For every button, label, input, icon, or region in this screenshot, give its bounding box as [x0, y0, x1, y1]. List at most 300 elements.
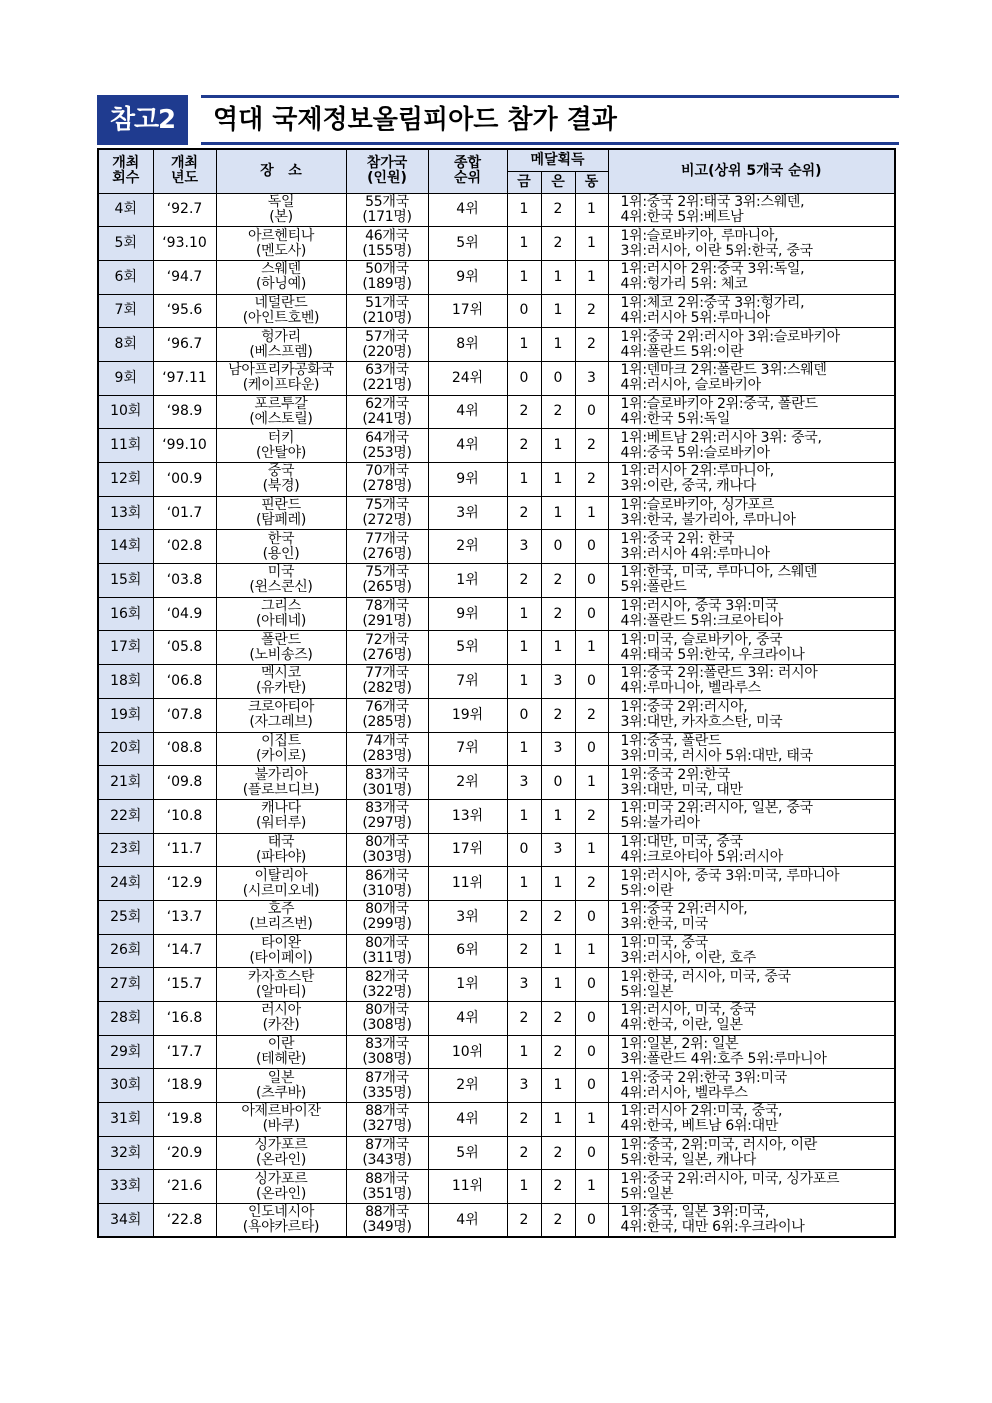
year-cell: ‘17.7	[153, 1035, 216, 1069]
col-participants: 참가국 (인원)	[346, 149, 428, 193]
silver-cell: 3	[541, 833, 575, 867]
bronze-cell: 0	[575, 900, 608, 934]
gold-cell: 2	[507, 564, 541, 598]
bronze-cell: 0	[575, 1035, 608, 1069]
gold-cell: 2	[507, 429, 541, 463]
col-round: 개최 회수	[98, 149, 153, 193]
round-cell: 7회	[98, 294, 153, 328]
participants-cell: 76개국 (285명)	[346, 698, 428, 732]
round-cell: 4회	[98, 193, 153, 227]
place-cell: 독일 (본)	[216, 193, 346, 227]
place-cell: 스웨덴 (하닝예)	[216, 260, 346, 294]
bronze-cell: 1	[575, 631, 608, 665]
gold-cell: 2	[507, 1002, 541, 1036]
table-row	[98, 1035, 895, 1069]
round-cell: 5회	[98, 227, 153, 261]
rank-cell: 9위	[428, 597, 507, 631]
participants-cell: 63개국 (221명)	[346, 361, 428, 395]
gold-cell: 2	[507, 1136, 541, 1170]
silver-cell: 2	[541, 1170, 575, 1204]
table-row	[98, 968, 895, 1002]
col-year: 개최 년도	[153, 149, 216, 193]
place-cell: 미국 (윈스콘신)	[216, 564, 346, 598]
year-cell: ‘97.11	[153, 361, 216, 395]
note-cell: 1위:중국 2위:태국 3위:스웨덴, 4위:한국 5위:베트남	[608, 193, 895, 227]
rank-cell: 10위	[428, 1035, 507, 1069]
place-cell: 일본 (츠쿠바)	[216, 1069, 346, 1103]
rank-cell: 7위	[428, 732, 507, 766]
note-cell: 1위:중국 2위:폴란드 3위: 러시아 4위:루마니아, 벨라루스	[608, 665, 895, 699]
round-cell: 24회	[98, 867, 153, 901]
participants-cell: 70개국 (278명)	[346, 463, 428, 497]
participants-cell: 64개국 (253명)	[346, 429, 428, 463]
round-cell: 6회	[98, 260, 153, 294]
round-cell: 13회	[98, 496, 153, 530]
note-cell: 1위:미국 2위:러시아, 일본, 중국 5위:불가리아	[608, 799, 895, 833]
round-cell: 33회	[98, 1170, 153, 1204]
gold-cell: 1	[507, 1035, 541, 1069]
bronze-cell: 1	[575, 227, 608, 261]
bronze-cell: 1	[575, 934, 608, 968]
round-cell: 14회	[98, 530, 153, 564]
bronze-cell: 0	[575, 732, 608, 766]
note-cell: 1위:덴마크 2위:폴란드 3위:스웨덴 4위:러시아, 슬로바키아	[608, 361, 895, 395]
table-row	[98, 496, 895, 530]
rank-cell: 9위	[428, 260, 507, 294]
gold-cell: 3	[507, 530, 541, 564]
year-cell: ‘21.6	[153, 1170, 216, 1204]
round-cell: 34회	[98, 1204, 153, 1238]
silver-cell: 2	[541, 395, 575, 429]
table-row	[98, 429, 895, 463]
table-row	[98, 1170, 895, 1204]
round-cell: 18회	[98, 665, 153, 699]
bronze-cell: 1	[575, 260, 608, 294]
gold-cell: 1	[507, 260, 541, 294]
silver-cell: 1	[541, 631, 575, 665]
round-cell: 28회	[98, 1002, 153, 1036]
participants-cell: 77개국 (282명)	[346, 665, 428, 699]
gold-cell: 1	[507, 227, 541, 261]
year-cell: ‘96.7	[153, 328, 216, 362]
table-row	[98, 766, 895, 800]
participants-cell: 82개국 (322명)	[346, 968, 428, 1002]
rank-cell: 17위	[428, 294, 507, 328]
table-row	[98, 193, 895, 227]
round-cell: 11회	[98, 429, 153, 463]
participants-cell: 86개국 (310명)	[346, 867, 428, 901]
table-row	[98, 395, 895, 429]
bronze-cell: 0	[575, 1204, 608, 1238]
rank-cell: 1위	[428, 564, 507, 598]
note-cell: 1위:미국, 슬로바키아, 중국 4위:태국 5위:한국, 우크라이나	[608, 631, 895, 665]
bronze-cell: 2	[575, 463, 608, 497]
note-cell: 1위:미국, 중국 3위:러시아, 이란, 호주	[608, 934, 895, 968]
bronze-cell: 0	[575, 1002, 608, 1036]
col-rank: 종합 순위	[428, 149, 507, 193]
gold-cell: 2	[507, 934, 541, 968]
year-cell: ‘98.9	[153, 395, 216, 429]
rank-cell: 5위	[428, 1136, 507, 1170]
bronze-cell: 2	[575, 294, 608, 328]
place-cell: 타이완 (타이페이)	[216, 934, 346, 968]
note-cell: 1위:슬로바키아, 싱가포르 3위:한국, 불가리아, 루마니아	[608, 496, 895, 530]
bronze-cell: 2	[575, 799, 608, 833]
place-cell: 싱가포르 (온라인)	[216, 1170, 346, 1204]
gold-cell: 1	[507, 631, 541, 665]
table-header	[98, 149, 895, 193]
silver-cell: 1	[541, 1103, 575, 1137]
note-cell: 1위:중국 2위:러시아, 3위:한국, 미국	[608, 900, 895, 934]
participants-cell: 46개국 (155명)	[346, 227, 428, 261]
place-cell: 네덜란드 (아인트호벤)	[216, 294, 346, 328]
table-row	[98, 665, 895, 699]
participants-cell: 74개국 (283명)	[346, 732, 428, 766]
table-row	[98, 799, 895, 833]
bronze-cell: 1	[575, 1170, 608, 1204]
silver-cell: 2	[541, 1136, 575, 1170]
rank-cell: 3위	[428, 900, 507, 934]
year-cell: ‘95.6	[153, 294, 216, 328]
place-cell: 인도네시아 (욕야카르타)	[216, 1204, 346, 1238]
rank-cell: 2위	[428, 1069, 507, 1103]
round-cell: 10회	[98, 395, 153, 429]
participants-cell: 75개국 (265명)	[346, 564, 428, 598]
note-cell: 1위:슬로바키아 2위:중국, 폴란드 4위:한국 5위:독일	[608, 395, 895, 429]
rank-cell: 5위	[428, 227, 507, 261]
place-cell: 아르헨티나 (멘도사)	[216, 227, 346, 261]
bronze-cell: 0	[575, 1136, 608, 1170]
participants-cell: 87개국 (335명)	[346, 1069, 428, 1103]
note-cell: 1위:중국 2위:한국 3위:대만, 미국, 대만	[608, 766, 895, 800]
note-cell: 1위:슬로바키아, 루마니아, 3위:러시아, 이란 5위:한국, 중국	[608, 227, 895, 261]
silver-cell: 2	[541, 1204, 575, 1238]
participants-cell: 62개국 (241명)	[346, 395, 428, 429]
col-gold: 금	[507, 171, 541, 193]
table-row	[98, 631, 895, 665]
place-cell: 폴란드 (노비송즈)	[216, 631, 346, 665]
rank-cell: 4위	[428, 1103, 507, 1137]
year-cell: ‘92.7	[153, 193, 216, 227]
place-cell: 호주 (브리즈번)	[216, 900, 346, 934]
results-table	[97, 148, 896, 1238]
gold-cell: 1	[507, 597, 541, 631]
place-cell: 불가리아 (플로브디브)	[216, 766, 346, 800]
bronze-cell: 0	[575, 395, 608, 429]
gold-cell: 1	[507, 867, 541, 901]
round-cell: 22회	[98, 799, 153, 833]
col-note: 비고(상위 5개국 순위)	[608, 149, 895, 193]
bronze-cell: 3	[575, 361, 608, 395]
year-cell: ‘09.8	[153, 766, 216, 800]
note-cell: 1위:러시아 2위:루마니아, 3위:이란, 중국, 캐나다	[608, 463, 895, 497]
participants-cell: 57개국 (220명)	[346, 328, 428, 362]
year-cell: ‘10.8	[153, 799, 216, 833]
year-cell: ‘00.9	[153, 463, 216, 497]
note-cell: 1위:중국 2위:러시아, 3위:대만, 카자흐스탄, 미국	[608, 698, 895, 732]
gold-cell: 2	[507, 1204, 541, 1238]
rank-cell: 4위	[428, 1002, 507, 1036]
bronze-cell: 0	[575, 530, 608, 564]
round-cell: 27회	[98, 968, 153, 1002]
bronze-cell: 1	[575, 766, 608, 800]
silver-cell: 2	[541, 564, 575, 598]
silver-cell: 1	[541, 1069, 575, 1103]
gold-cell: 0	[507, 294, 541, 328]
rank-cell: 6위	[428, 934, 507, 968]
year-cell: ‘20.9	[153, 1136, 216, 1170]
gold-cell: 2	[507, 900, 541, 934]
gold-cell: 3	[507, 1069, 541, 1103]
bronze-cell: 0	[575, 597, 608, 631]
col-place: 장 소	[216, 149, 346, 193]
participants-cell: 72개국 (276명)	[346, 631, 428, 665]
participants-cell: 50개국 (189명)	[346, 260, 428, 294]
bronze-cell: 0	[575, 564, 608, 598]
silver-cell: 2	[541, 698, 575, 732]
year-cell: ‘01.7	[153, 496, 216, 530]
silver-cell: 1	[541, 496, 575, 530]
participants-cell: 77개국 (276명)	[346, 530, 428, 564]
note-cell: 1위:일본, 2위: 일본 3위:폴란드 4위:호주 5위:루마니아	[608, 1035, 895, 1069]
title-bar	[201, 95, 899, 145]
bronze-cell: 2	[575, 328, 608, 362]
participants-cell: 87개국 (343명)	[346, 1136, 428, 1170]
note-cell: 1위:러시아 2위:미국, 중국, 4위:한국, 베트남 6위:대만	[608, 1103, 895, 1137]
silver-cell: 3	[541, 732, 575, 766]
year-cell: ‘13.7	[153, 900, 216, 934]
participants-cell: 88개국 (349명)	[346, 1204, 428, 1238]
rank-cell: 1위	[428, 968, 507, 1002]
rank-cell: 13위	[428, 799, 507, 833]
participants-cell: 83개국 (297명)	[346, 799, 428, 833]
gold-cell: 2	[507, 1103, 541, 1137]
place-cell: 싱가포르 (온라인)	[216, 1136, 346, 1170]
bronze-cell: 0	[575, 1069, 608, 1103]
year-cell: ‘19.8	[153, 1103, 216, 1137]
table-row	[98, 698, 895, 732]
place-cell: 크로아티아 (자그레브)	[216, 698, 346, 732]
table-row	[98, 227, 895, 261]
year-cell: ‘12.9	[153, 867, 216, 901]
year-cell: ‘04.9	[153, 597, 216, 631]
year-cell: ‘99.10	[153, 429, 216, 463]
round-cell: 19회	[98, 698, 153, 732]
note-cell: 1위:중국, 일본 3위:미국, 4위:한국, 대만 6위:우크라이나	[608, 1204, 895, 1238]
silver-cell: 1	[541, 934, 575, 968]
gold-cell: 0	[507, 361, 541, 395]
note-cell: 1위:러시아, 중국 3위:미국 4위:폴란드 5위:크로아티아	[608, 597, 895, 631]
round-cell: 9회	[98, 361, 153, 395]
round-cell: 8회	[98, 328, 153, 362]
bronze-cell: 1	[575, 496, 608, 530]
place-cell: 헝가리 (베스프렘)	[216, 328, 346, 362]
round-cell: 12회	[98, 463, 153, 497]
rank-cell: 2위	[428, 766, 507, 800]
gold-cell: 1	[507, 328, 541, 362]
note-cell: 1위:중국, 2위:미국, 러시아, 이란 5위:한국, 일본, 캐나다	[608, 1136, 895, 1170]
rank-cell: 8위	[428, 328, 507, 362]
table-body	[98, 193, 895, 1237]
year-cell: ‘08.8	[153, 732, 216, 766]
place-cell: 중국 (북경)	[216, 463, 346, 497]
participants-cell: 80개국 (308명)	[346, 1002, 428, 1036]
rank-cell: 24위	[428, 361, 507, 395]
silver-cell: 1	[541, 429, 575, 463]
place-cell: 그리스 (아테네)	[216, 597, 346, 631]
year-cell: ‘03.8	[153, 564, 216, 598]
round-cell: 23회	[98, 833, 153, 867]
bronze-cell: 0	[575, 665, 608, 699]
year-cell: ‘02.8	[153, 530, 216, 564]
table-row	[98, 732, 895, 766]
note-cell: 1위:대만, 미국, 중국 4위:크로아티아 5위:러시아	[608, 833, 895, 867]
reference-badge: 참고2	[97, 95, 188, 145]
gold-cell: 1	[507, 799, 541, 833]
round-cell: 17회	[98, 631, 153, 665]
rank-cell: 4위	[428, 193, 507, 227]
place-cell: 이집트 (카이로)	[216, 732, 346, 766]
bronze-cell: 0	[575, 968, 608, 1002]
year-cell: ‘94.7	[153, 260, 216, 294]
participants-cell: 51개국 (210명)	[346, 294, 428, 328]
year-cell: ‘05.8	[153, 631, 216, 665]
participants-cell: 83개국 (301명)	[346, 766, 428, 800]
table-row	[98, 934, 895, 968]
rank-cell: 19위	[428, 698, 507, 732]
year-cell: ‘15.7	[153, 968, 216, 1002]
bronze-cell: 1	[575, 833, 608, 867]
table-row	[98, 597, 895, 631]
place-cell: 한국 (용인)	[216, 530, 346, 564]
silver-cell: 1	[541, 294, 575, 328]
table-row	[98, 463, 895, 497]
silver-cell: 1	[541, 799, 575, 833]
note-cell: 1위:체코 2위:중국 3위:헝가리, 4위:러시아 5위:루마니아	[608, 294, 895, 328]
participants-cell: 78개국 (291명)	[346, 597, 428, 631]
page-title: 역대 국제정보올림피아드 참가 결과	[213, 105, 617, 135]
silver-cell: 1	[541, 328, 575, 362]
table-row	[98, 260, 895, 294]
table-row	[98, 294, 895, 328]
place-cell: 아제르바이잔 (바쿠)	[216, 1103, 346, 1137]
rank-cell: 9위	[428, 463, 507, 497]
participants-cell: 75개국 (272명)	[346, 496, 428, 530]
year-cell: ‘16.8	[153, 1002, 216, 1036]
note-cell: 1위:러시아, 미국, 중국 4위:한국, 이란, 일본	[608, 1002, 895, 1036]
year-cell: ‘22.8	[153, 1204, 216, 1238]
rank-cell: 5위	[428, 631, 507, 665]
year-cell: ‘11.7	[153, 833, 216, 867]
rank-cell: 17위	[428, 833, 507, 867]
round-cell: 26회	[98, 934, 153, 968]
place-cell: 멕시코 (유카탄)	[216, 665, 346, 699]
note-cell: 1위:러시아 2위:중국 3위:독일, 4위:헝가리 5위: 체코	[608, 260, 895, 294]
rank-cell: 2위	[428, 530, 507, 564]
participants-cell: 83개국 (308명)	[346, 1035, 428, 1069]
silver-cell: 2	[541, 900, 575, 934]
gold-cell: 0	[507, 698, 541, 732]
table-row	[98, 328, 895, 362]
place-cell: 태국 (파타야)	[216, 833, 346, 867]
round-cell: 25회	[98, 900, 153, 934]
note-cell: 1위:베트남 2위:러시아 3위: 중국, 4위:중국 5위:슬로바키아	[608, 429, 895, 463]
round-cell: 30회	[98, 1069, 153, 1103]
note-cell: 1위:중국 2위:러시아 3위:슬로바키아 4위:폴란드 5위:이란	[608, 328, 895, 362]
bronze-cell: 2	[575, 698, 608, 732]
participants-cell: 80개국 (311명)	[346, 934, 428, 968]
rank-cell: 7위	[428, 665, 507, 699]
participants-cell: 80개국 (299명)	[346, 900, 428, 934]
bronze-cell: 2	[575, 867, 608, 901]
silver-cell: 1	[541, 867, 575, 901]
place-cell: 이란 (테헤란)	[216, 1035, 346, 1069]
note-cell: 1위:한국, 미국, 루마니아, 스웨덴 5위:폴란드	[608, 564, 895, 598]
silver-cell: 1	[541, 463, 575, 497]
round-cell: 16회	[98, 597, 153, 631]
round-cell: 29회	[98, 1035, 153, 1069]
silver-cell: 2	[541, 193, 575, 227]
gold-cell: 1	[507, 193, 541, 227]
table-row	[98, 1204, 895, 1238]
rank-cell: 3위	[428, 496, 507, 530]
round-cell: 15회	[98, 564, 153, 598]
page-header	[97, 95, 899, 145]
place-cell: 터키 (안탈야)	[216, 429, 346, 463]
year-cell: ‘18.9	[153, 1069, 216, 1103]
bronze-cell: 1	[575, 1103, 608, 1137]
gold-cell: 1	[507, 463, 541, 497]
table-row	[98, 564, 895, 598]
place-cell: 핀란드 (탐페레)	[216, 496, 346, 530]
note-cell: 1위:한국, 러시아, 미국, 중국 5위:일본	[608, 968, 895, 1002]
gold-cell: 0	[507, 833, 541, 867]
table-row	[98, 1002, 895, 1036]
note-cell: 1위:중국 2위:러시아, 미국, 싱가포르 5위:일본	[608, 1170, 895, 1204]
table-row	[98, 530, 895, 564]
participants-cell: 88개국 (351명)	[346, 1170, 428, 1204]
table-row	[98, 361, 895, 395]
table-row	[98, 900, 895, 934]
col-silver: 은	[541, 171, 575, 193]
rank-cell: 4위	[428, 429, 507, 463]
note-cell: 1위:러시아, 중국 3위:미국, 루마니아 5위:이란	[608, 867, 895, 901]
gold-cell: 1	[507, 665, 541, 699]
table-row	[98, 867, 895, 901]
silver-cell: 0	[541, 361, 575, 395]
place-cell: 캐나다 (워터루)	[216, 799, 346, 833]
place-cell: 이탈리아 (시르미오네)	[216, 867, 346, 901]
table-row	[98, 1136, 895, 1170]
rank-cell: 11위	[428, 1170, 507, 1204]
year-cell: ‘14.7	[153, 934, 216, 968]
round-cell: 31회	[98, 1103, 153, 1137]
gold-cell: 2	[507, 496, 541, 530]
silver-cell: 0	[541, 766, 575, 800]
gold-cell: 3	[507, 766, 541, 800]
place-cell: 포르투갈 (에스토릴)	[216, 395, 346, 429]
rank-cell: 4위	[428, 1204, 507, 1238]
gold-cell: 1	[507, 1170, 541, 1204]
silver-cell: 2	[541, 227, 575, 261]
round-cell: 20회	[98, 732, 153, 766]
participants-cell: 88개국 (327명)	[346, 1103, 428, 1137]
place-cell: 러시아 (카잔)	[216, 1002, 346, 1036]
bronze-cell: 1	[575, 193, 608, 227]
rank-cell: 11위	[428, 867, 507, 901]
table-row	[98, 1069, 895, 1103]
silver-cell: 2	[541, 1035, 575, 1069]
